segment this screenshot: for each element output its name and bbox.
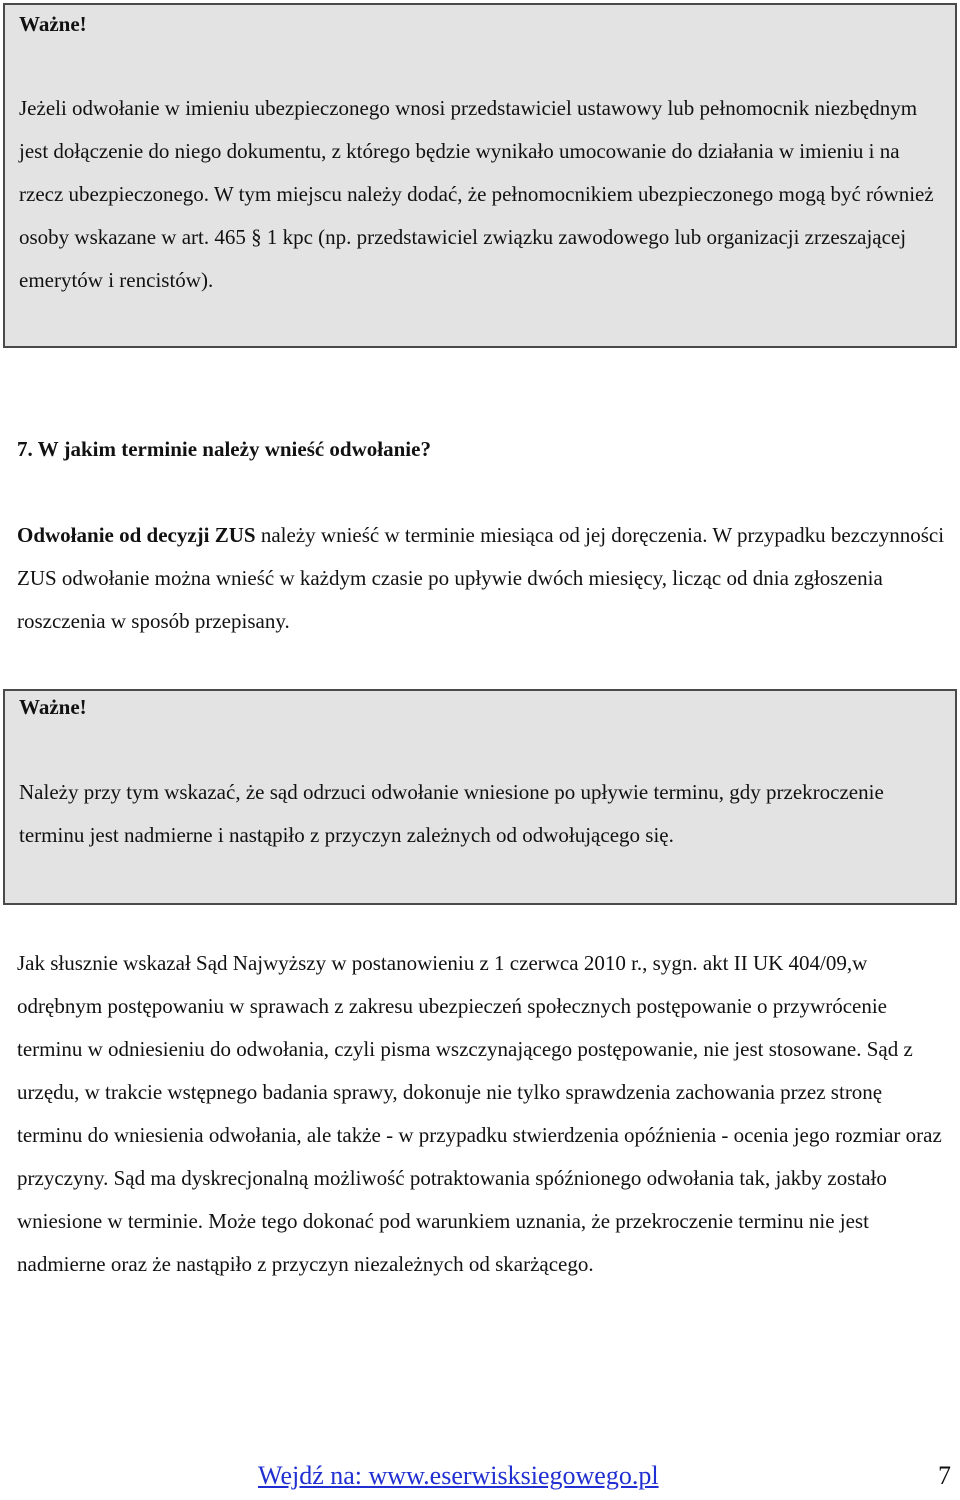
page-number: 7 [938, 1461, 951, 1490]
important-note-box [3, 3, 957, 348]
section-heading: 7. W jakim terminie należy wnieść odwołanie? [17, 437, 431, 461]
note-text-2: Należy przy tym wskazać, że sąd odrzuci odwołanie wniesione po upływie terminu, gdy przekroczenie terminu jest nadmierne i nastąpiło z przyczyn zależnych od odwołującego się. [19, 780, 884, 847]
important-note-box-2 [3, 689, 957, 905]
section-lead: Odwołanie od decyzji ZUS [17, 523, 256, 547]
note-title: Ważne! [19, 12, 87, 36]
section-text: należy wnieść w terminie miesiąca od jej doręczenia. W przypadku bezczynności ZUS odwołanie można wnieść w każdym czasie po upływie dwóch miesięcy, licząc od dnia zgłoszenia roszczenia w sposób przepisany. [17, 523, 945, 633]
supreme-court-paragraph: Jak słusznie wskazał Sąd Najwyższy w postanowieniu z 1 czerwca 2010 r., sygn. akt II UK 404/09,w odrębnym postępowaniu w sprawach z zakresu ubezpieczeń społecznych postępowanie o przywrócenie terminu w odniesieniu do odwołania, czyli pisma wszczynającego postępowanie, nie jest stosowane. Sąd z urzędu, w trakcie wstępnego badania sprawy, dokonuje nie tylko sprawdzenia zachowania przez stronę terminu do wniesienia odwołania, ale także - w przypadku stwierdzenia opóźnienia - ocenia jego rozmiar oraz przyczyny. Sąd ma dyskrecjonalną możliwość potraktowania spóźnionego odwołania tak, jakby zostało wniesione w terminie. Może tego dokonać pod warunkiem uznania, że przekroczenie terminu nie jest nadmierne oraz że nastąpiło z przyczyn niezależnych od skarżącego. [17, 951, 942, 1276]
section-paragraph [17, 514, 952, 643]
note-text: Jeżeli odwołanie w imieniu ubezpieczonego wnosi przedstawiciel ustawowy lub pełnomocnik niezbędnym jest dołączenie do niego dokumentu, z którego będzie wynikało umocowanie do działania w imieniu i na rzecz ubezpieczonego. W tym miejscu należy dodać, że pełnomocnikiem ubezpieczonego mogą być również osoby wskazane w art. 465 § 1 kpc (np. przedstawiciel związku zawodowego lub organizacji zrzeszającej emerytów i rencistów). [19, 96, 934, 292]
website-link[interactable]: Wejdź na: www.eserwisksiegowego.pl [258, 1461, 659, 1490]
note-title-2: Ważne! [19, 695, 87, 719]
